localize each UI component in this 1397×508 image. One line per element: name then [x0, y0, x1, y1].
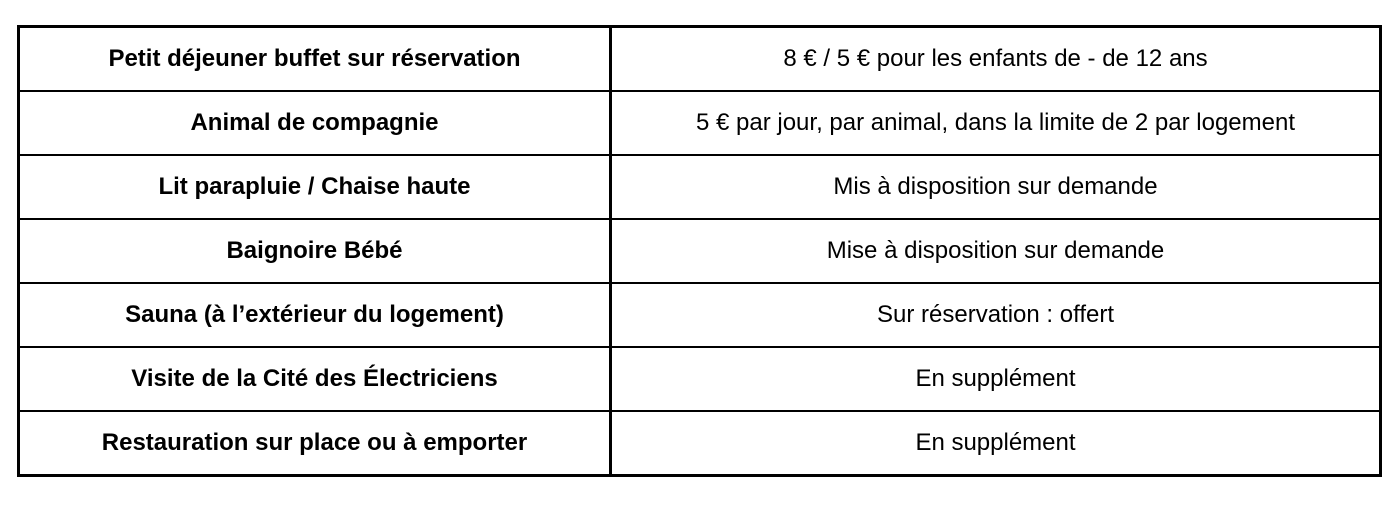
table-row — [19, 411, 1381, 476]
table-row — [19, 219, 1381, 283]
service-detail-cell: 8 € / 5 € pour les enfants de - de 12 ans — [611, 27, 1381, 92]
service-name-cell: Animal de compagnie — [19, 91, 611, 155]
service-name-cell: Baignoire Bébé — [19, 219, 611, 283]
table-row — [19, 155, 1381, 219]
service-detail-cell: Sur réservation : offert — [611, 283, 1381, 347]
service-detail-cell: En supplément — [611, 347, 1381, 411]
table-row — [19, 283, 1381, 347]
service-detail-cell: Mis à disposition sur demande — [611, 155, 1381, 219]
service-detail-cell: En supplément — [611, 411, 1381, 476]
service-name-cell: Visite de la Cité des Électriciens — [19, 347, 611, 411]
service-name-cell: Sauna (à l’extérieur du logement) — [19, 283, 611, 347]
service-name-cell: Restauration sur place ou à emporter — [19, 411, 611, 476]
table-row — [19, 347, 1381, 411]
service-detail-cell: Mise à disposition sur demande — [611, 219, 1381, 283]
services-table-body — [19, 27, 1381, 476]
service-name-cell: Lit parapluie / Chaise haute — [19, 155, 611, 219]
services-table — [17, 25, 1382, 477]
table-row — [19, 91, 1381, 155]
service-detail-cell: 5 € par jour, par animal, dans la limite de 2 par logement — [611, 91, 1381, 155]
table-row — [19, 27, 1381, 92]
service-name-cell: Petit déjeuner buffet sur réservation — [19, 27, 611, 92]
